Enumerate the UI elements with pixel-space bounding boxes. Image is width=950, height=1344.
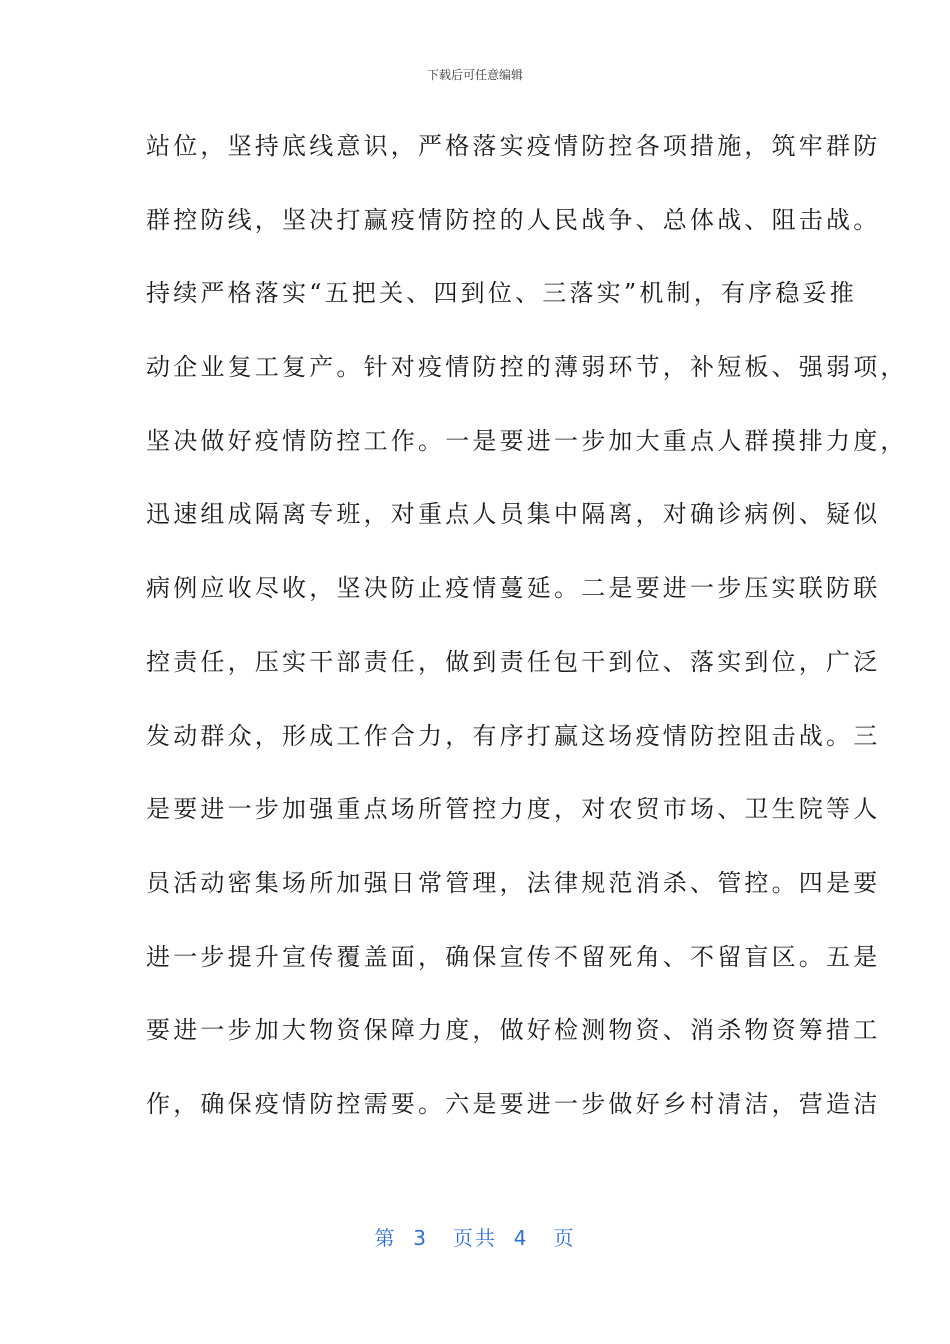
text-line: 进一步提升宣传覆盖面，确保宣传不留死角、不留盲区。五是 xyxy=(146,942,881,971)
text-line: 作，确保疫情防控需要。六是要进一步做好乡村清洁，营造洁 xyxy=(146,1089,881,1118)
text-line: 要进一步加大物资保障力度，做好检测物资、消杀物资筹措工 xyxy=(146,1016,881,1045)
text-line: 是要进一步加强重点场所管控力度，对农贸市场、卫生院等人 xyxy=(146,795,881,824)
text-line: 动企业复工复产。针对疫情防控的薄弱环节，补短板、强弱项， xyxy=(146,353,908,382)
text-line: 群控防线，坚决打赢疫情防控的人民战争、总体战、阻击战。 xyxy=(146,205,881,234)
text-line: 发动群众，形成工作合力，有序打赢这场疫情防控阻击战。三 xyxy=(146,721,881,750)
text-line: 坚决做好疫情防控工作。一是要进一步加大重点人群摸排力度， xyxy=(146,426,908,455)
text-line: 员活动密集场所加强日常管理，法律规范消杀、管控。四是要 xyxy=(146,868,881,897)
text-line: 站位，坚持底线意识，严格落实疫情防控各项措施，筑牢群防 xyxy=(146,132,881,160)
page-header: 下载后可任意编辑 xyxy=(426,68,523,82)
text-line: 病例应收尽收，坚决防止疫情蔓延。二是要进一步压实联防联 xyxy=(146,574,881,603)
text-line: 控责任，压实干部责任，做到责任包干到位、落实到位，广泛 xyxy=(146,647,881,676)
text-line: 迅速组成隔离专班，对重点人员集中隔离，对确诊病例、疑似 xyxy=(146,500,881,529)
text-line: 持续严格落实“五把关、四到位、三落实”机制，有序稳妥推 xyxy=(146,279,857,308)
body-text xyxy=(146,124,908,1156)
page-number-footer: 第 3 页共 4 页 xyxy=(374,1226,576,1250)
